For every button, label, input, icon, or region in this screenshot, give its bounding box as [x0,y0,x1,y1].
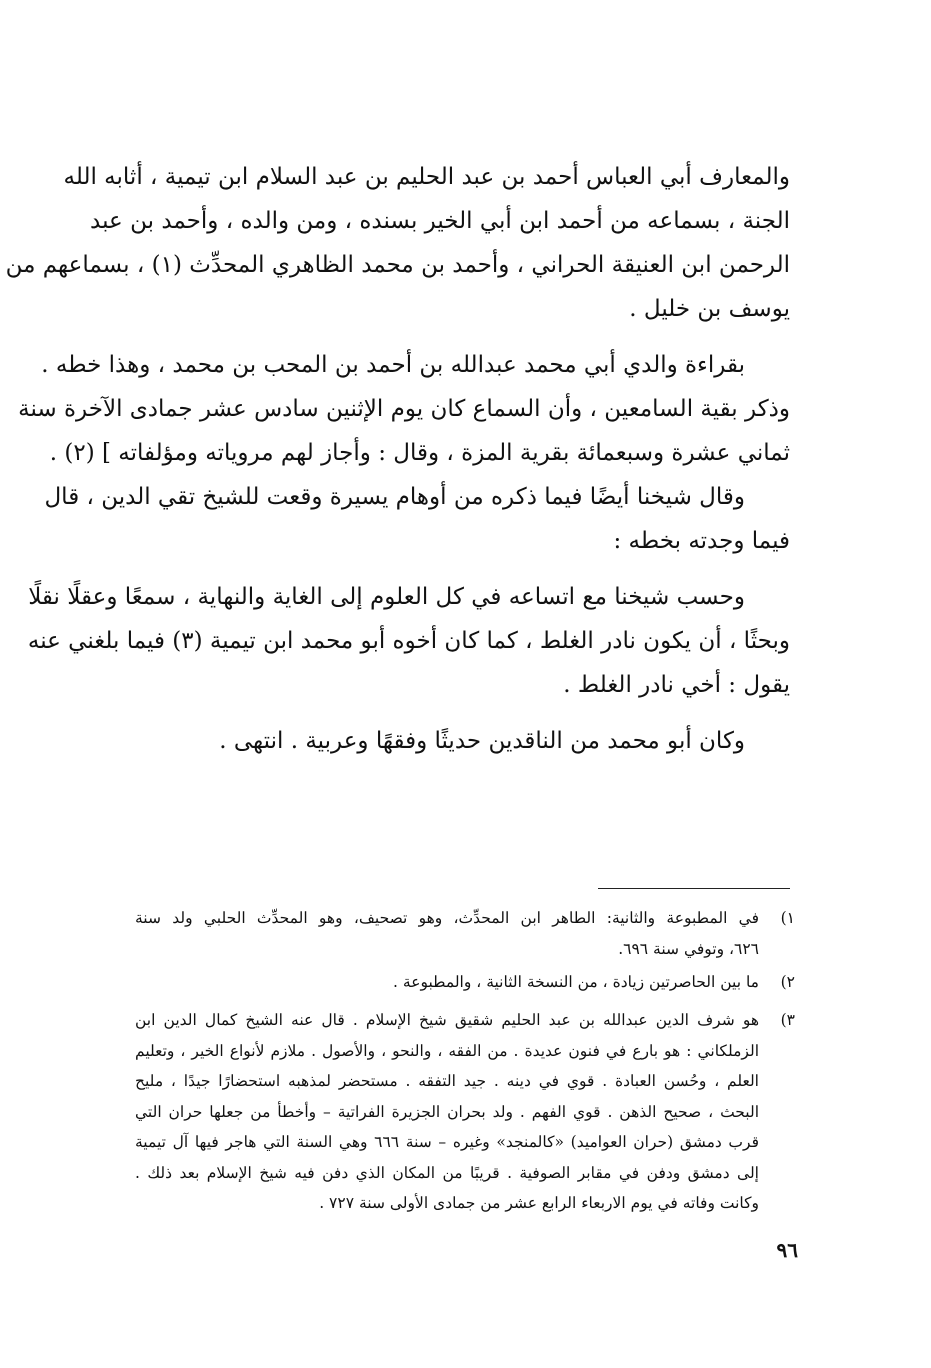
footnote-line: إلى دمشق ودفن في مقابر الصوفية . قريبًا من المكان الذي دفن فيه شيخ الإسلام بعد ذلك . [135,1163,759,1182]
text-line: الجنة ، بسماعه من أحمد ابن أبي الخير بسنده ، ومن والده ، وأحمد بن عبد [90,208,790,234]
text-line: وذكر بقية السامعين ، وأن السماع كان يوم الإثنين سادس عشر جمادى الآخرة سنة [18,396,790,422]
text-line: وكان أبو محمد من الناقدين حديثًا وفقهًا وعربية . انتهى . [219,728,745,754]
footnote-line: قرب دمشق (حران العواميد) «كالمنجد» وغيره – سنة ٦٦٦ وهي السنة التي هاجر فيها آل تيمية [135,1133,759,1151]
text-line: وحسب شيخنا مع اتساعه في كل العلوم إلى الغاية والنهاية ، سمعًا وعقلًا نقلًا [28,584,745,610]
paragraph-4 [125,719,790,763]
text-line: يوسف بن خليل . [629,296,790,322]
text-line: وقال شيخنا أيضًا فيما ذكره من أوهام يسيرة وقعت للشيخ تقي الدين ، قال [44,484,745,510]
footnote-number: ١) [780,909,795,927]
text-line: بقراءة والدي أبي محمد عبدالله بن أحمد بن المحب بن محمد ، وهذا خطه . [41,352,745,378]
text-line: الرحمن ابن العنيقة الحراني ، وأحمد بن محمد الظاهري المحدِّث (١) ، بسماعهم من [5,252,790,278]
text-line: ثماني عشرة وسبعمائة بقرية المزة ، وقال : وأجاز لهم مروياته ومؤلفاته ] (٢) . [49,440,790,466]
footnote-1 [135,903,795,964]
paragraph-1 [5,155,790,331]
footnote-line: الزملكاني : هو بارع في فنون عديدة . من الفقه ، والنحو ، والأصول . ملازم لأنواع الخير ، وتعليم [135,1041,759,1060]
paragraph-2 [18,343,790,563]
footnote-3 [135,1005,795,1219]
text-line: وبحثًا ، أن يكون نادر الغلط ، كما كان أخوه أبو محمد ابن تيمية (٣) فيما بلغني عنه [27,628,790,654]
footnote-line: ٦٢٦، وتوفي سنة ٦٩٦. [618,939,759,958]
text-line: والمعارف أبي العباس أحمد بن عبد الحليم بن عبد السلام ابن تيمية ، أثابه الله [63,164,790,190]
text-line: فيما وجدته بخطه : [613,528,790,554]
page-number: ٩٦ [776,1238,798,1262]
footnote-line: في المطبوعة والثانية: الطاهر ابن المحدِّث، وهو تصحيف، وهو المحدِّث الحلبي ولد سنة [135,909,759,927]
paragraph-3 [27,575,790,707]
footnote-2 [135,967,795,998]
footnote-number: ٢) [780,973,795,991]
main-text [5,155,790,763]
text-line: يقول : أخي نادر الغلط . [563,672,790,698]
footnote-line: العلم ، وحُسن العبادة . قوي في دينه . جيد التفقه . مستحضر لمذهبه استحضارًا جيدًا ، مليح [135,1072,759,1090]
footnote-line: البحث ، صحيح الذهن . قوي الفهم . ولد بحران الجزيرة الفراتية – وأخطأ من جعلها حران التي [135,1102,759,1121]
footnote-line: وكانت وفاته في يوم الاربعاء الرابع عشر من جمادى الأولى سنة ٧٢٧ . [319,1194,759,1212]
footnote-line: ما بين الحاصرتين زيادة ، من النسخة الثانية ، والمطبوعة . [393,973,759,991]
footnote-number: ٣) [780,1011,795,1029]
footnote-line: هو شرف الدين عبدالله بن عبد الحليم شقيق شيخ الإسلام . قال عنه الشيخ كمال الدين ابن [135,1011,759,1029]
footnote-separator [598,888,790,889]
